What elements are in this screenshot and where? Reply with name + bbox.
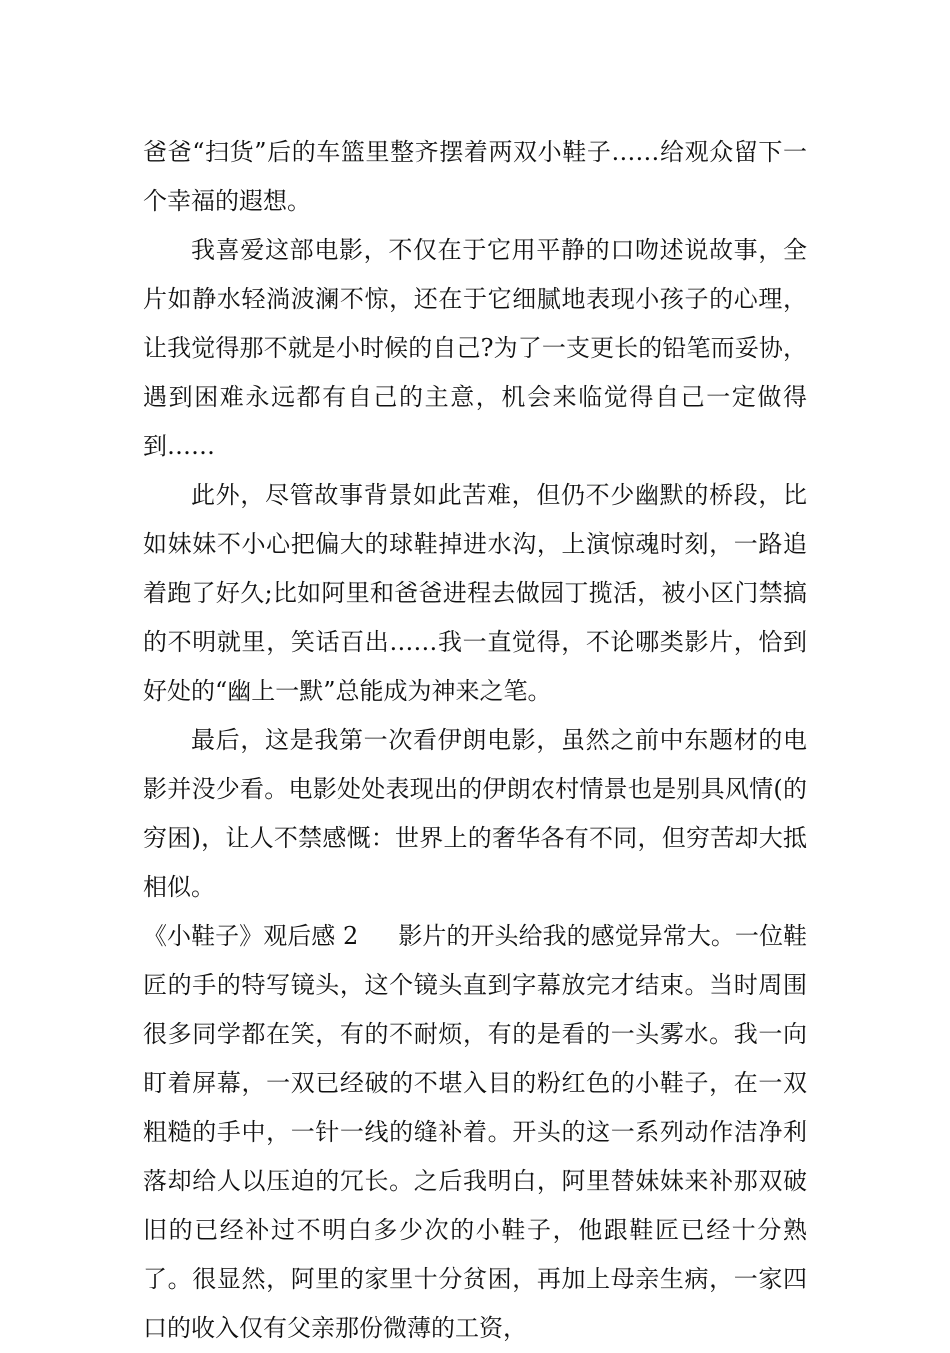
paragraph-3: 此外，尽管故事背景如此苦难，但仍不少幽默的桥段，比如妹妹不小心把偏大的球鞋掉进水沟，上演惊魂时刻，一路追着跑了好久;比如阿里和爸爸进程去做园丁揽活，被小区门禁搞的不明就里，笑话百出……我一直觉得，不论哪类影片，恰到好处的“幽上一默”总能成为神来之笔。 [143,481,807,705]
paragraph-2: 我喜爱这部电影，不仅在于它用平静的口吻述说故事，全片如静水轻淌波澜不惊，还在于它细腻地表现小孩子的心理，让我觉得那不就是小时候的自己?为了一支更长的铅笔而妥协，遇到困难永远都有自己的主意，机会来临觉得自己一定做得到…… [143,236,807,460]
document-body [143,128,807,1353]
paragraph-4: 最后，这是我第一次看伊朗电影，虽然之前中东题材的电影并没少看。电影处处表现出的伊朗农村情景也是别具风情(的穷困)，让人不禁感慨：世界上的奢华各有不同，但穷苦却大抵相似。 [143,726,807,901]
paragraph-1: 爸爸“扫货”后的车篮里整齐摆着两双小鞋子……给观众留下一个幸福的遐想。 [143,138,807,215]
section-2-paragraph [143,912,807,1353]
section-2-title: 《小鞋子》观后感 2 [143,922,359,950]
section-2-body: 影片的开头给我的感觉异常大。一位鞋匠的手的特写镜头，这个镜头直到字幕放完才结束。当时周围很多同学都在笑，有的不耐烦，有的是看的一头雾水。我一向盯着屏幕，一双已经破的不堪入目的粉红色的小鞋子，在一双粗糙的手中，一针一线的缝补着。开头的这一系列动作洁净利落却给人以压迫的冗长。之后我明白，阿里替妹妹来补那双破旧的已经补过不明白多少次的小鞋子，他跟鞋匠已经十分熟了。很显然，阿里的家里十分贫困，再加上母亲生病，一家四口的收入仅有父亲那份微薄的工资， [143,922,807,1342]
